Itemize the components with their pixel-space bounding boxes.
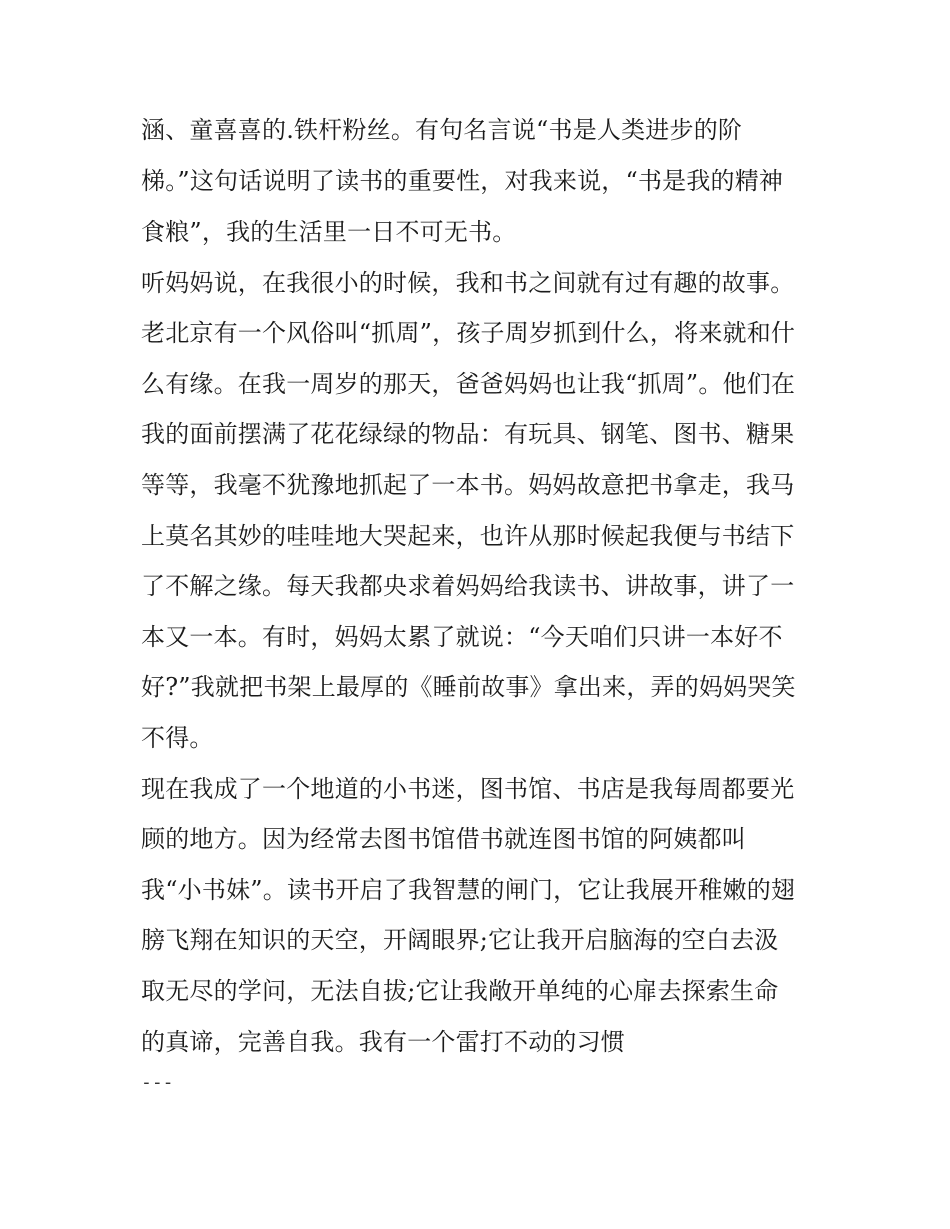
text-line: 不得。 [141,724,214,752]
page-divider: --- [141,1072,174,1093]
text-line: 现在我成了一个地道的小书迷，图书馆、书店是我每周都要光 [141,775,795,803]
text-line: 膀飞翔在知识的天空，开阔眼界;它让我开启脑海的空白去汲 [141,926,779,954]
text-line: 梯。”这句话说明了读书的重要性，对我来说，“书是我的精神 [141,167,784,195]
text-line: 等等，我毫不犹豫地抓起了一本书。妈妈故意把书拿走，我马 [141,471,795,499]
text-line: 的真谛，完善自我。我有一个雷打不动的习惯 [141,1028,625,1056]
text-line: 老北京有一个风俗叫“抓周”，孩子周岁抓到什么，将来就和什 [141,319,796,347]
text-line: 好?”我就把书架上最厚的《睡前故事》拿出来，弄的妈妈哭笑 [141,673,796,701]
text-line: 本又一本。有时，妈妈太累了就说：“今天咱们只讲一本好不 [141,623,783,651]
text-line: 了不解之缘。每天我都央求着妈妈给我读书、讲故事，讲了一 [141,572,795,600]
text-line: 食粮”，我的生活里一日不可无书。 [141,218,517,246]
text-line: 顾的地方。因为经常去图书馆借书就连图书馆的阿姨都叫 [141,825,746,853]
text-line: 么有缘。在我一周岁的那天，爸爸妈妈也让我“抓周”。他们在 [141,370,796,398]
text-line: 上莫名其妙的哇哇地大哭起来，也许从那时候起我便与书结下 [141,522,795,550]
text-line: 我的面前摆满了花花绿绿的物品：有玩具、钢笔、图书、糖果 [141,420,795,448]
text-line: 取无尽的学问，无法自拔;它让我敞开单纯的心扉去探索生命 [141,977,779,1005]
text-line: 听妈妈说，在我很小的时候，我和书之间就有过有趣的故事。 [141,269,795,297]
text-line: 涵、童喜喜的.铁杆粉丝。有句名言说“书是人类进步的阶 [141,116,743,144]
text-line: 我“小书妹”。读书开启了我智慧的闸门，它让我展开稚嫩的翅 [141,876,796,904]
